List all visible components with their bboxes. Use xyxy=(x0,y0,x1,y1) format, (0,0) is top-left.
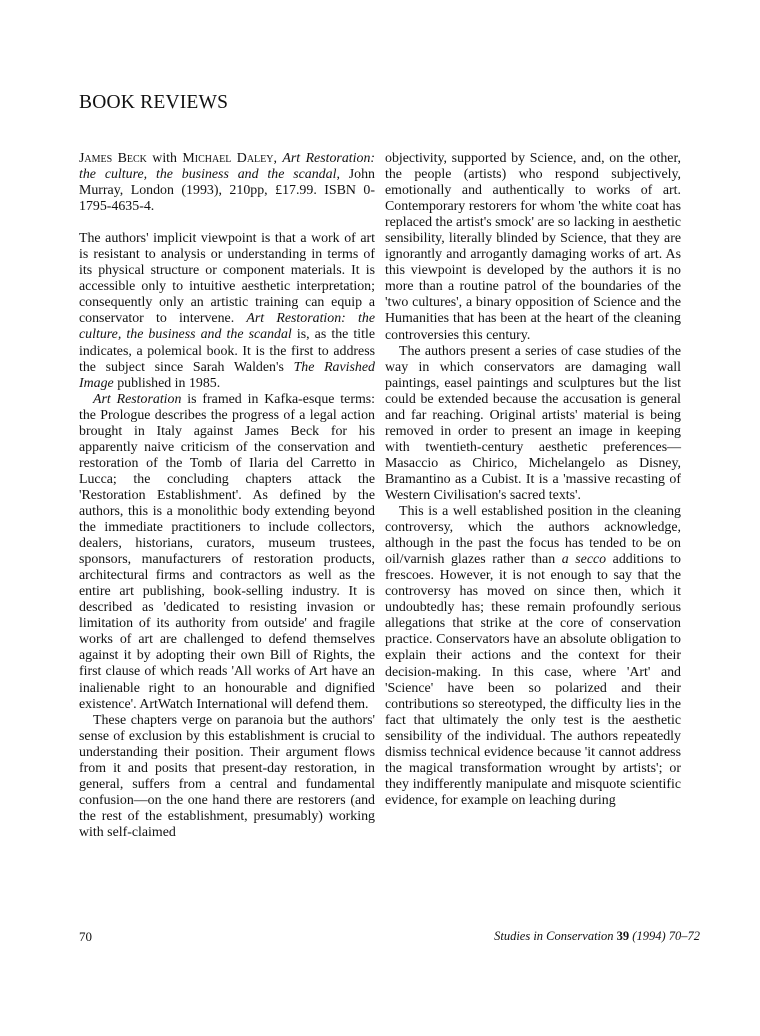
text-run: This is a well established position in the cleaning controversy, which the authors acknowledge, although in the past the focus has tended to be on oil/varnish glazes rather than xyxy=(385,504,681,568)
text-run: The authors present a series of case studies of the way in which conservators are damaging wall paintings, easel paintings and sculptures but the list could be extended because the accusation is general and far reaching. Original artists' material is being removed in order to present an image in keeping with twentieth-century aesthetic preferences—Masaccio as Chirico, Michelangelo as Disney, Bramantino as a Cubist. It is a 'massive recasting of Western Civilisation's sacred texts'. xyxy=(385,343,681,503)
book-title: Art Restoration: the culture, the business and the scandal xyxy=(79,151,376,183)
text-run: is, as the title indicates, a polemical book. It is the first to address the subject since Sarah Walden's xyxy=(79,327,375,375)
paragraph xyxy=(385,344,681,504)
text-run: objectivity, supported by Science, and, on the other, the people (artists) who respond subjectively, emotionally and authentically to works of art. Contemporary restorers for whom 'the white coat has replaced the artist's smock' are so lacking in aesthetic sensibility, literally blinded by Science, that they are ignorantly and arrogantly damaging works of art. As this viewpoint is developed by the authors it is no more than a routine patrol of the boundaries of the 'two cultures', a binary opposition of Science and the Humanities that has been at the heart of the cleaning controversies this century. xyxy=(385,151,681,343)
author-name: James Beck xyxy=(79,151,147,166)
coauthor-name: Michael Daley xyxy=(182,151,274,166)
page-number: 70 xyxy=(79,929,92,944)
italic-text: Art Restoration xyxy=(93,391,182,407)
text-run: additions to frescoes. However, it is not enough to say that the controversy has moved on since then, which it undoubtedly has; these remain profoundly serious allegations that strike at the core of conservation practice. Conservators have an absolute obligation to explain their actions and the context for their decision-making. In this case, where 'Art' and 'Science' have been so polarized and their contributions so stereotyped, the difficulty lies in the fact that ultimately the only test is the aesthetic sensibility of the individual. The authors repeatedly dismiss technical evidence because 'it cannot address the magical transformation wrought by artists'; or they indifferently manipulate and misquote scientific evidence, for example on leaching during xyxy=(385,552,681,808)
paragraph xyxy=(79,392,375,713)
right-column xyxy=(385,151,681,809)
text-run: These chapters verge on paranoia but the authors' sense of exclusion by this establishment is crucial to understanding their position. Their argument flows from it and posits that present-day restoration, in general, suffers from a central and fundamental confusion—on the one hand there are restorers (and the rest of the establishment, presumably) working with self-claimed xyxy=(79,712,375,840)
journal-reference xyxy=(494,929,700,944)
text-run: is framed in Kafka-esque terms: the Prologue describes the progress of a legal action brought in Italy against James Beck for his apparently naive criticism of the conservation and restoration of the Tomb of Ilaria del Carretto in Lucca; the concluding chapters attack the 'Restoration Establishment'. As defined by the authors, this is a monolithic body extending beyond the immediate practitioners to include collectors, dealers, historians, curators, museum trustees, sponsors, manufacturers of restoration products, architectural firms and contractors as well as the entire art publishing, book-selling industry. It is described as 'dedicated to resisting invasion or limitation of its authority from outside' and fragile works of art are challenged to defend themselves against it by adopting their own Bill of Rights, the first clause of which reads 'All works of Art have an inalienable right to an honourable and dignified existence'. ArtWatch International will defend them. xyxy=(79,391,376,712)
paragraph xyxy=(385,504,681,809)
paragraph xyxy=(79,713,375,841)
journal-name: Studies in Conservation xyxy=(494,929,614,943)
section-title: BOOK REVIEWS xyxy=(79,92,229,113)
journal-volume: 39 xyxy=(616,929,630,943)
text-run: The authors' implicit viewpoint is that a work of art is resistant to analysis or understanding in terms of its physical structure or component materials. It is accessible only to intuitive aesthetic interpretation; consequently only an artistic training can equip a conservator to intervene. xyxy=(79,231,375,327)
italic-text: The Ravished Image xyxy=(79,359,375,391)
text-run: published in 1985. xyxy=(113,375,221,391)
citation-sep: , xyxy=(273,151,283,166)
italic-text: a secco xyxy=(561,552,607,568)
publisher-info: , John Murray, London (1993), 210pp, £17.99. ISBN 0-1795-4635-4. xyxy=(79,167,375,215)
paragraph xyxy=(385,151,681,344)
paragraph xyxy=(79,231,375,391)
journal-year-pages: (1994) 70–72 xyxy=(632,929,700,943)
left-column xyxy=(79,151,375,841)
book-citation xyxy=(79,151,375,215)
italic-text: Art Restoration: the culture, the business and the scandal xyxy=(79,311,375,343)
citation-with: with xyxy=(146,151,183,166)
